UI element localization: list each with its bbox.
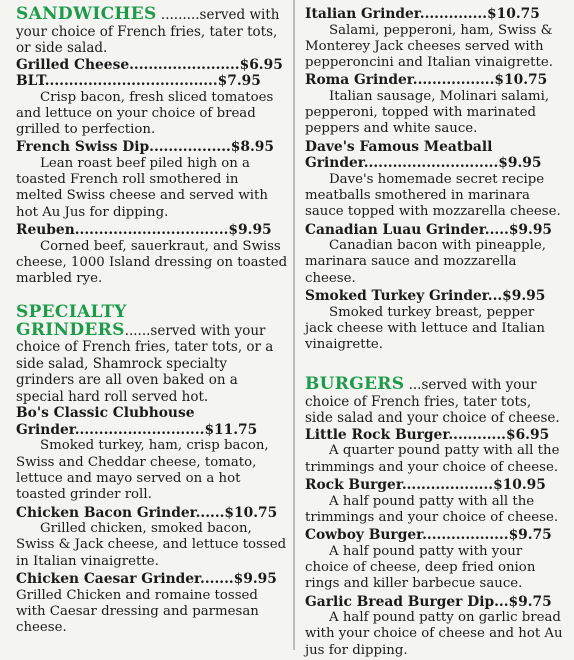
left-column: [16, 6, 288, 637]
menu-item-little-rock-burger-desc: A quarter pound patty with all the trimmings and your choice of cheese.: [305, 443, 560, 475]
menu-item-canadian-luau-desc: Canadian bacon with pineapple, marinara sauce and mozzarella cheese.: [305, 238, 547, 286]
menu-item-chicken-caesar: Chicken Caesar Grinder.......$9.95: [16, 571, 277, 588]
menu-item-italian: Italian Grinder..............$10.75: [305, 6, 540, 22]
burgers-intro: ...served with your choice of French fries, tater tots, side salad and your choice of cheese.: [305, 377, 560, 427]
menu-item-roma-desc: Italian sausage, Molinari salami, pepperoni, topped with marinated peppers and white sauce.: [305, 88, 550, 137]
menu-item-reuben-desc: Corned beef, sauerkraut, and Swiss cheese, 1000 Island dressing on toasted marbled rye.: [16, 238, 288, 287]
menu-item-clubhouse-price: Grinder...........................$11.75: [16, 421, 258, 438]
menu-item-smoked-turkey: Smoked Turkey Grinder...$9.95: [305, 288, 546, 305]
column-divider: [293, 0, 295, 650]
burgers-title: BURGERS: [305, 374, 405, 395]
menu-item-clubhouse-desc: Smoked turkey, ham, crisp bacon, Swiss and Cheddar cheese, tomato, lettuce and mayo served on a hot toasted grinder roll.: [16, 438, 269, 503]
sandwiches-header: [16, 6, 288, 57]
menu-item-garlic-bread-burger-desc: A half pound patty on garlic bread with your choice of cheese and hot Au jus for dipping.: [305, 610, 563, 658]
menu-item-little-rock-burger: Little Rock Burger............$6.95: [305, 426, 550, 443]
grinders-header: [16, 304, 288, 405]
menu-item-rock-burger-desc: A half pound patty with all the trimmings and your choice of cheese.: [305, 493, 559, 525]
menu-item-french-swiss-dip-desc: Lean roast beef piled high on a toasted French roll smothered in melted Swiss cheese and served with hot Au Jus for dipping.: [16, 155, 268, 220]
menu-item-french-swiss-dip: French Swiss Dip.................$8.95: [16, 139, 274, 156]
grinders-intro: ......served with your choice of French fries, tater tots, or a side salad, Shamrock specialty grinders are all oven baked on a special hard roll served hot.: [16, 322, 274, 405]
menu-item-chicken-bacon: Chicken Bacon Grinder......$10.75: [16, 504, 278, 521]
menu-item-clubhouse: Bo's Classic Clubhouse: [16, 405, 195, 422]
menu-item-italian-desc: Salami, pepperoni, ham, Swiss & Monterey Jack cheeses served with pepperoncini and Italian vinaigrette.: [305, 22, 553, 71]
menu-item-smoked-turkey-desc: Smoked turkey breast, pepper jack cheese with lettuce and Italian vinaigrette.: [305, 304, 545, 353]
menu-item-rock-burger: Rock Burger...................$10.95: [305, 477, 546, 494]
menu-item-roma: Roma Grinder.................$10.75: [305, 72, 548, 89]
menu-item-meatball: Dave's Famous Meatball: [305, 138, 493, 155]
menu-item-cowboy-burger-desc: A half pound patty with your choice of cheese, deep fried onion rings and killer barbecue sauce.: [305, 543, 536, 592]
right-column: [305, 6, 563, 660]
menu-item-canadian-luau: Canadian Luau Grinder.....$9.95: [305, 221, 553, 238]
menu-item-chicken-bacon-desc: Grilled chicken, smoked bacon, Swiss & Jack cheese, and lettuce tossed in Italian vinaigrette.: [16, 521, 287, 569]
menu-item-chicken-caesar-desc: Grilled Chicken and romaine tossed with Caesar dressing and parmesan cheese.: [16, 587, 259, 636]
sandwiches-title: SANDWICHES: [16, 4, 157, 24]
sandwiches-intro: .........served with your choice of French fries, tater tots, or side salad.: [16, 7, 280, 56]
menu-item-meatball-desc: Dave's homemade secret recipe meatballs smothered in marinara sauce topped with mozzarella cheese.: [305, 171, 561, 220]
menu-item-meatball-price: Grinder............................$9.95: [305, 155, 542, 172]
burgers-header: [305, 376, 563, 427]
menu-item-blt: BLT....................................$7.95: [16, 73, 261, 89]
section-spacer: [305, 354, 563, 376]
menu-item-reuben: Reuben................................$9.95: [16, 222, 272, 239]
menu-item-grilled-cheese: Grilled Cheese.......................$6.95: [16, 56, 283, 73]
grinders-title: SPECIALTY GRINDERS: [16, 302, 127, 340]
menu-item-cowboy-burger: Cowboy Burger..................$9.75: [305, 527, 552, 544]
menu-item-garlic-bread-burger: Garlic Bread Burger Dip...$9.75: [305, 593, 552, 610]
menu-item-blt-desc: Crisp bacon, fresh sliced tomatoes and lettuce on your choice of bread grilled to perfection.: [16, 89, 274, 138]
